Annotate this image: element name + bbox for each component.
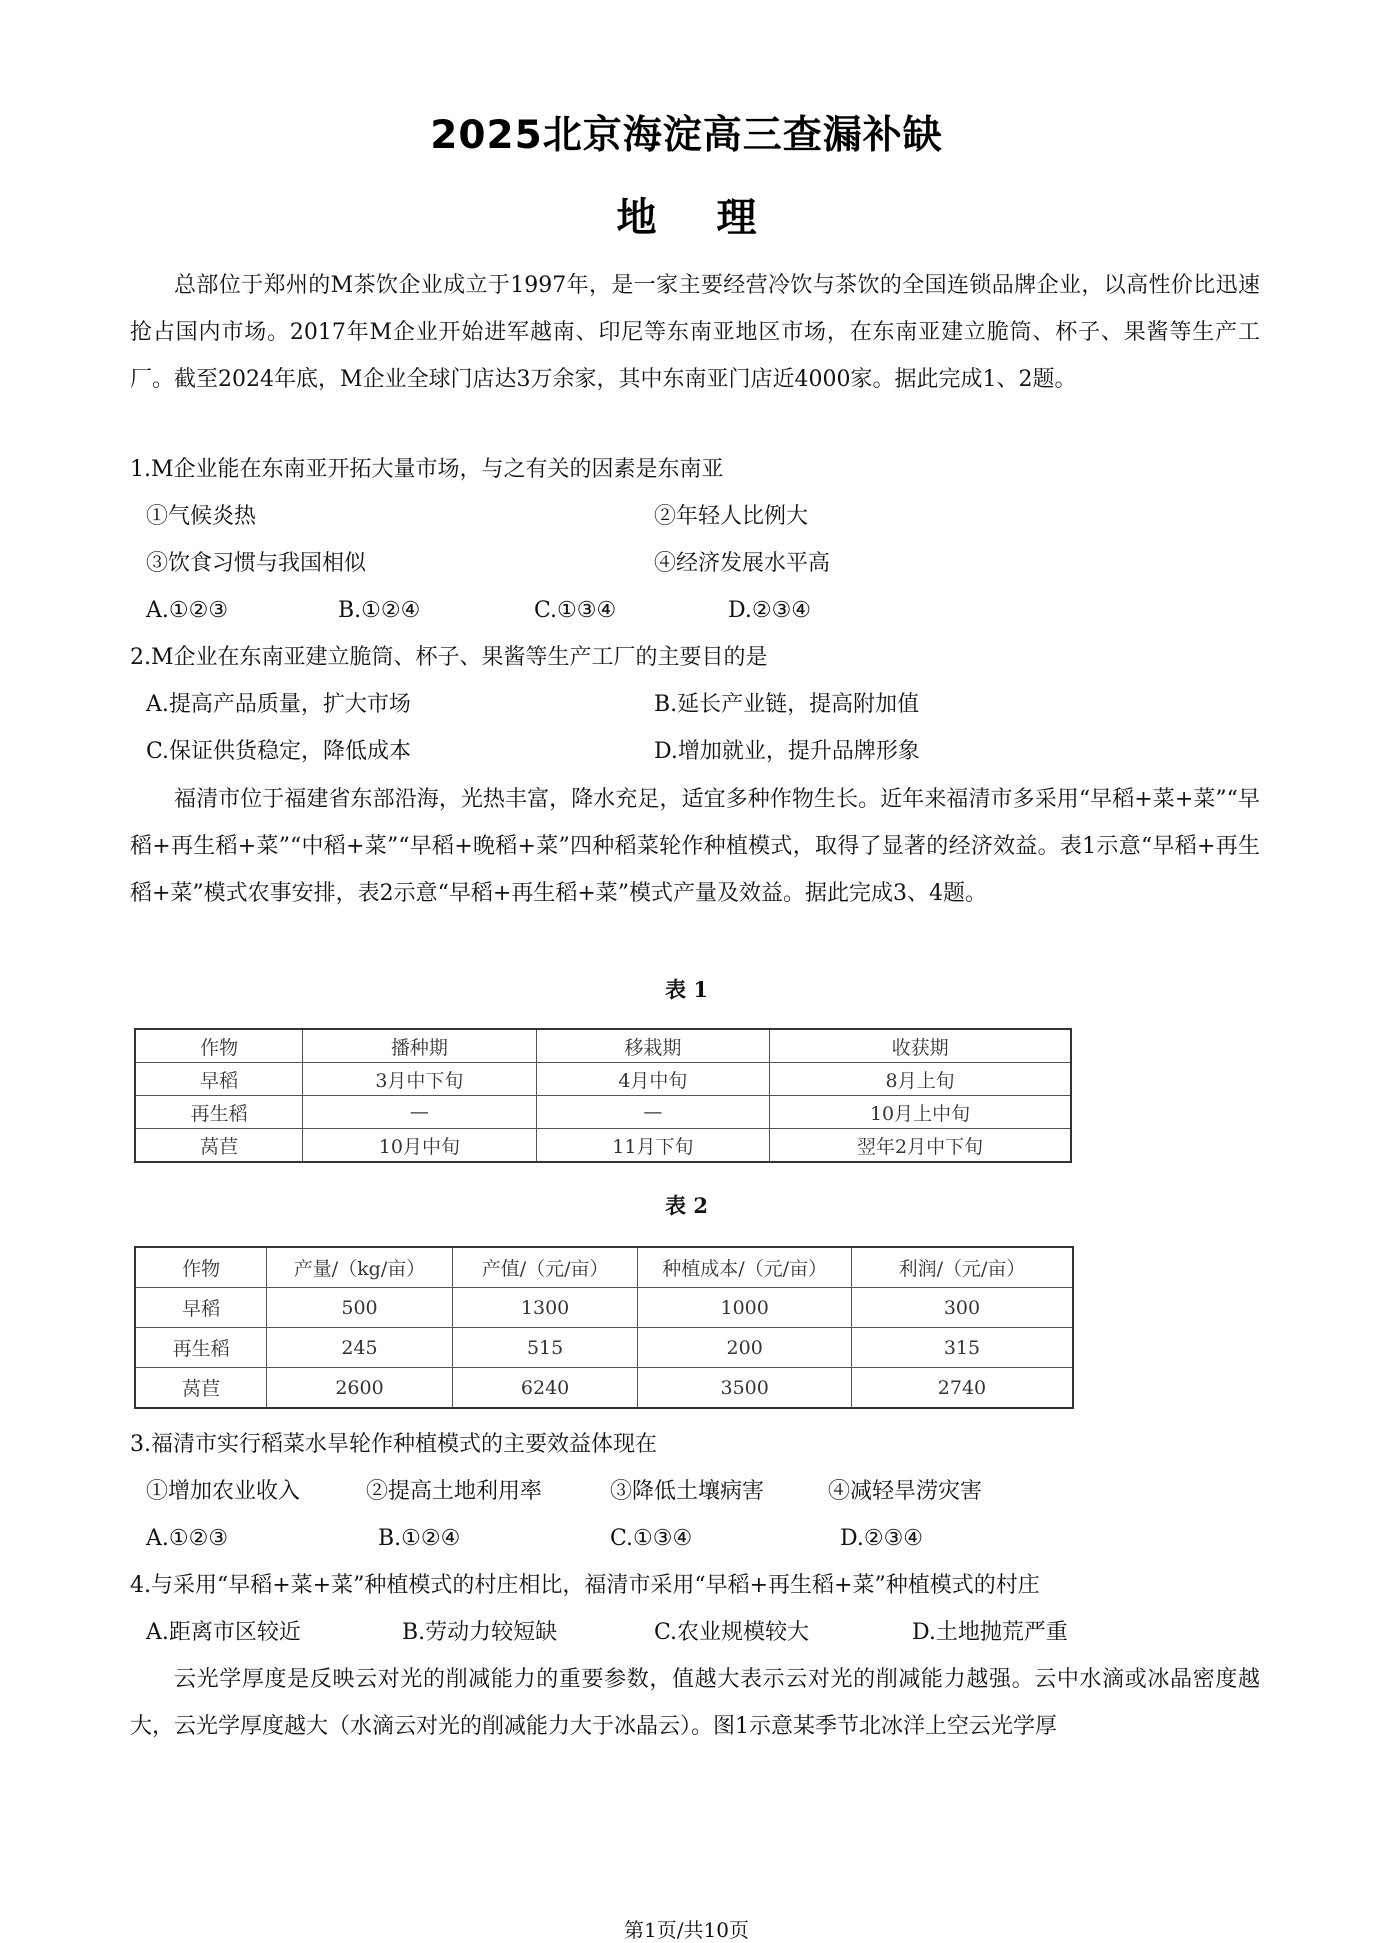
question-4-choice-d: D.土地抛荒严重 <box>912 1620 1068 1645</box>
question-1-choice-a: A.①②③ <box>146 598 229 623</box>
question-3-item: ④减轻旱涝灾害 <box>828 1479 983 1504</box>
table-cell: 莴苣 <box>135 1368 267 1409</box>
question-2-choice-a: A.提高产品质量，扩大市场 <box>146 692 411 717</box>
question-3-choice-a: A.①②③ <box>146 1526 229 1551</box>
question-2-choice-d: D.增加就业，提升品牌形象 <box>654 739 920 764</box>
table-cell: 4月中旬 <box>536 1063 770 1096</box>
question-3-item: ③降低土壤病害 <box>610 1479 765 1504</box>
question-4-choice-b: B.劳动力较短缺 <box>402 1620 558 1645</box>
question-3-choice-b: B.①②④ <box>378 1526 461 1551</box>
table-cell: 莴苣 <box>135 1129 303 1163</box>
table-header-cell: 利润/（元/亩） <box>851 1247 1073 1288</box>
table-header-row <box>135 1029 1071 1063</box>
table-1-caption: 表 1 <box>665 977 708 1002</box>
table-cell: 11月下旬 <box>536 1129 770 1163</box>
table-cell: — <box>303 1096 537 1129</box>
question-2-stem: 2.M企业在东南亚建立脆筒、杯子、果酱等生产工厂的主要目的是 <box>130 645 768 670</box>
table-header-row <box>135 1247 1073 1288</box>
table-cell: 2600 <box>267 1368 453 1409</box>
question-4-stem: 4.与采用“早稻+菜+菜”种植模式的村庄相比，福清市采用“早稻+再生稻+菜”种植模式的村庄 <box>130 1573 1040 1598</box>
table-cell: — <box>536 1096 770 1129</box>
table-header-cell: 作物 <box>135 1247 267 1288</box>
question-1-stem: 1.M企业能在东南亚开拓大量市场，与之有关的因素是东南亚 <box>130 457 724 482</box>
passage-1: 总部位于郑州的M茶饮企业成立于1997年，是一家主要经营冷饮与茶饮的全国连锁品牌企业，以高性价比迅速抢占国内市场。2017年M企业开始进军越南、印尼等东南亚地区市场，在东南亚建立脆筒、杯子、果酱等生产工厂。截至2024年底，M企业全球门店达3万余家，其中东南亚门店近4000家。据此完成1、2题。 <box>130 273 1260 392</box>
table-cell: 8月上旬 <box>770 1063 1071 1096</box>
table-cell: 早稻 <box>135 1288 267 1328</box>
question-3-item: ②提高土地利用率 <box>366 1479 543 1504</box>
table-cell: 515 <box>452 1328 638 1368</box>
page-number: 第1页/共10页 <box>624 1918 749 1942</box>
table-row <box>135 1368 1073 1409</box>
question-1-item: ②年轻人比例大 <box>654 504 809 529</box>
exam-title: 2025北京海淀高三查漏补缺 <box>430 113 943 158</box>
passage-3: 云光学厚度是反映云对光的削减能力的重要参数，值越大表示云对光的削减能力越强。云中水滴或冰晶密度越大，云光学厚度越大（水滴云对光的削减能力大于冰晶云）。图1示意某季节北冰洋上空云光学厚 <box>130 1667 1260 1739</box>
table-header-cell: 产值/（元/亩） <box>452 1247 638 1288</box>
table-cell: 再生稻 <box>135 1328 267 1368</box>
question-1-choice-c: C.①③④ <box>534 598 617 623</box>
subject-title: 地理 <box>616 195 817 241</box>
question-2-choice-c: C.保证供货稳定，降低成本 <box>146 739 412 764</box>
table-row <box>135 1328 1073 1368</box>
question-4-choice-c: C.农业规模较大 <box>654 1620 810 1645</box>
table-cell: 315 <box>851 1328 1073 1368</box>
table-header-cell: 收获期 <box>770 1029 1071 1063</box>
question-1-choice-d: D.②③④ <box>728 598 812 623</box>
table-cell: 1000 <box>638 1288 852 1328</box>
table-cell: 3月中下旬 <box>303 1063 537 1096</box>
table-cell: 1300 <box>452 1288 638 1328</box>
table-cell: 245 <box>267 1328 453 1368</box>
passage-2: 福清市位于福建省东部沿海，光热丰富，降水充足，适宜多种作物生长。近年来福清市多采用“早稻+菜+菜”“早稻+再生稻+菜”“中稻+菜”“早稻+晚稻+菜”四种稻菜轮作种植模式，取得了显著的经济效益。表1示意“早稻+再生稻+菜”模式农事安排，表2示意“早稻+再生稻+菜”模式产量及效益。据此完成3、4题。 <box>130 787 1260 906</box>
table-cell: 10月中旬 <box>303 1129 537 1163</box>
table-1 <box>134 1028 1072 1163</box>
question-3-choice-c: C.①③④ <box>610 1526 693 1551</box>
table-row <box>135 1288 1073 1328</box>
question-1-choice-b: B.①②④ <box>338 598 421 623</box>
question-3-stem: 3.福清市实行稻菜水旱轮作种植模式的主要效益体现在 <box>130 1432 657 1457</box>
table-header-cell: 种植成本/（元/亩） <box>638 1247 852 1288</box>
table-cell: 6240 <box>452 1368 638 1409</box>
table-cell: 300 <box>851 1288 1073 1328</box>
table-cell: 翌年2月中下旬 <box>770 1129 1071 1163</box>
table-header-cell: 作物 <box>135 1029 303 1063</box>
table-2 <box>134 1246 1074 1409</box>
table-header-cell: 移栽期 <box>536 1029 770 1063</box>
question-1-item: ④经济发展水平高 <box>654 551 831 576</box>
table-cell: 2740 <box>851 1368 1073 1409</box>
table-cell: 10月上中旬 <box>770 1096 1071 1129</box>
table-cell: 早稻 <box>135 1063 303 1096</box>
question-2-choice-b: B.延长产业链，提高附加值 <box>654 692 920 717</box>
table-cell: 200 <box>638 1328 852 1368</box>
table-row <box>135 1129 1071 1163</box>
table-header-cell: 播种期 <box>303 1029 537 1063</box>
question-4-choice-a: A.距离市区较近 <box>146 1620 301 1645</box>
table-row <box>135 1063 1071 1096</box>
table-2-caption: 表 2 <box>665 1193 708 1218</box>
table-cell: 3500 <box>638 1368 852 1409</box>
question-1-item: ①气候炎热 <box>146 504 257 529</box>
question-3-choice-d: D.②③④ <box>840 1526 924 1551</box>
table-row <box>135 1096 1071 1129</box>
table-cell: 再生稻 <box>135 1096 303 1129</box>
question-3-item: ①增加农业收入 <box>146 1479 301 1504</box>
question-1-item: ③饮食习惯与我国相似 <box>146 551 367 576</box>
table-header-cell: 产量/（kg/亩） <box>267 1247 453 1288</box>
table-cell: 500 <box>267 1288 453 1328</box>
